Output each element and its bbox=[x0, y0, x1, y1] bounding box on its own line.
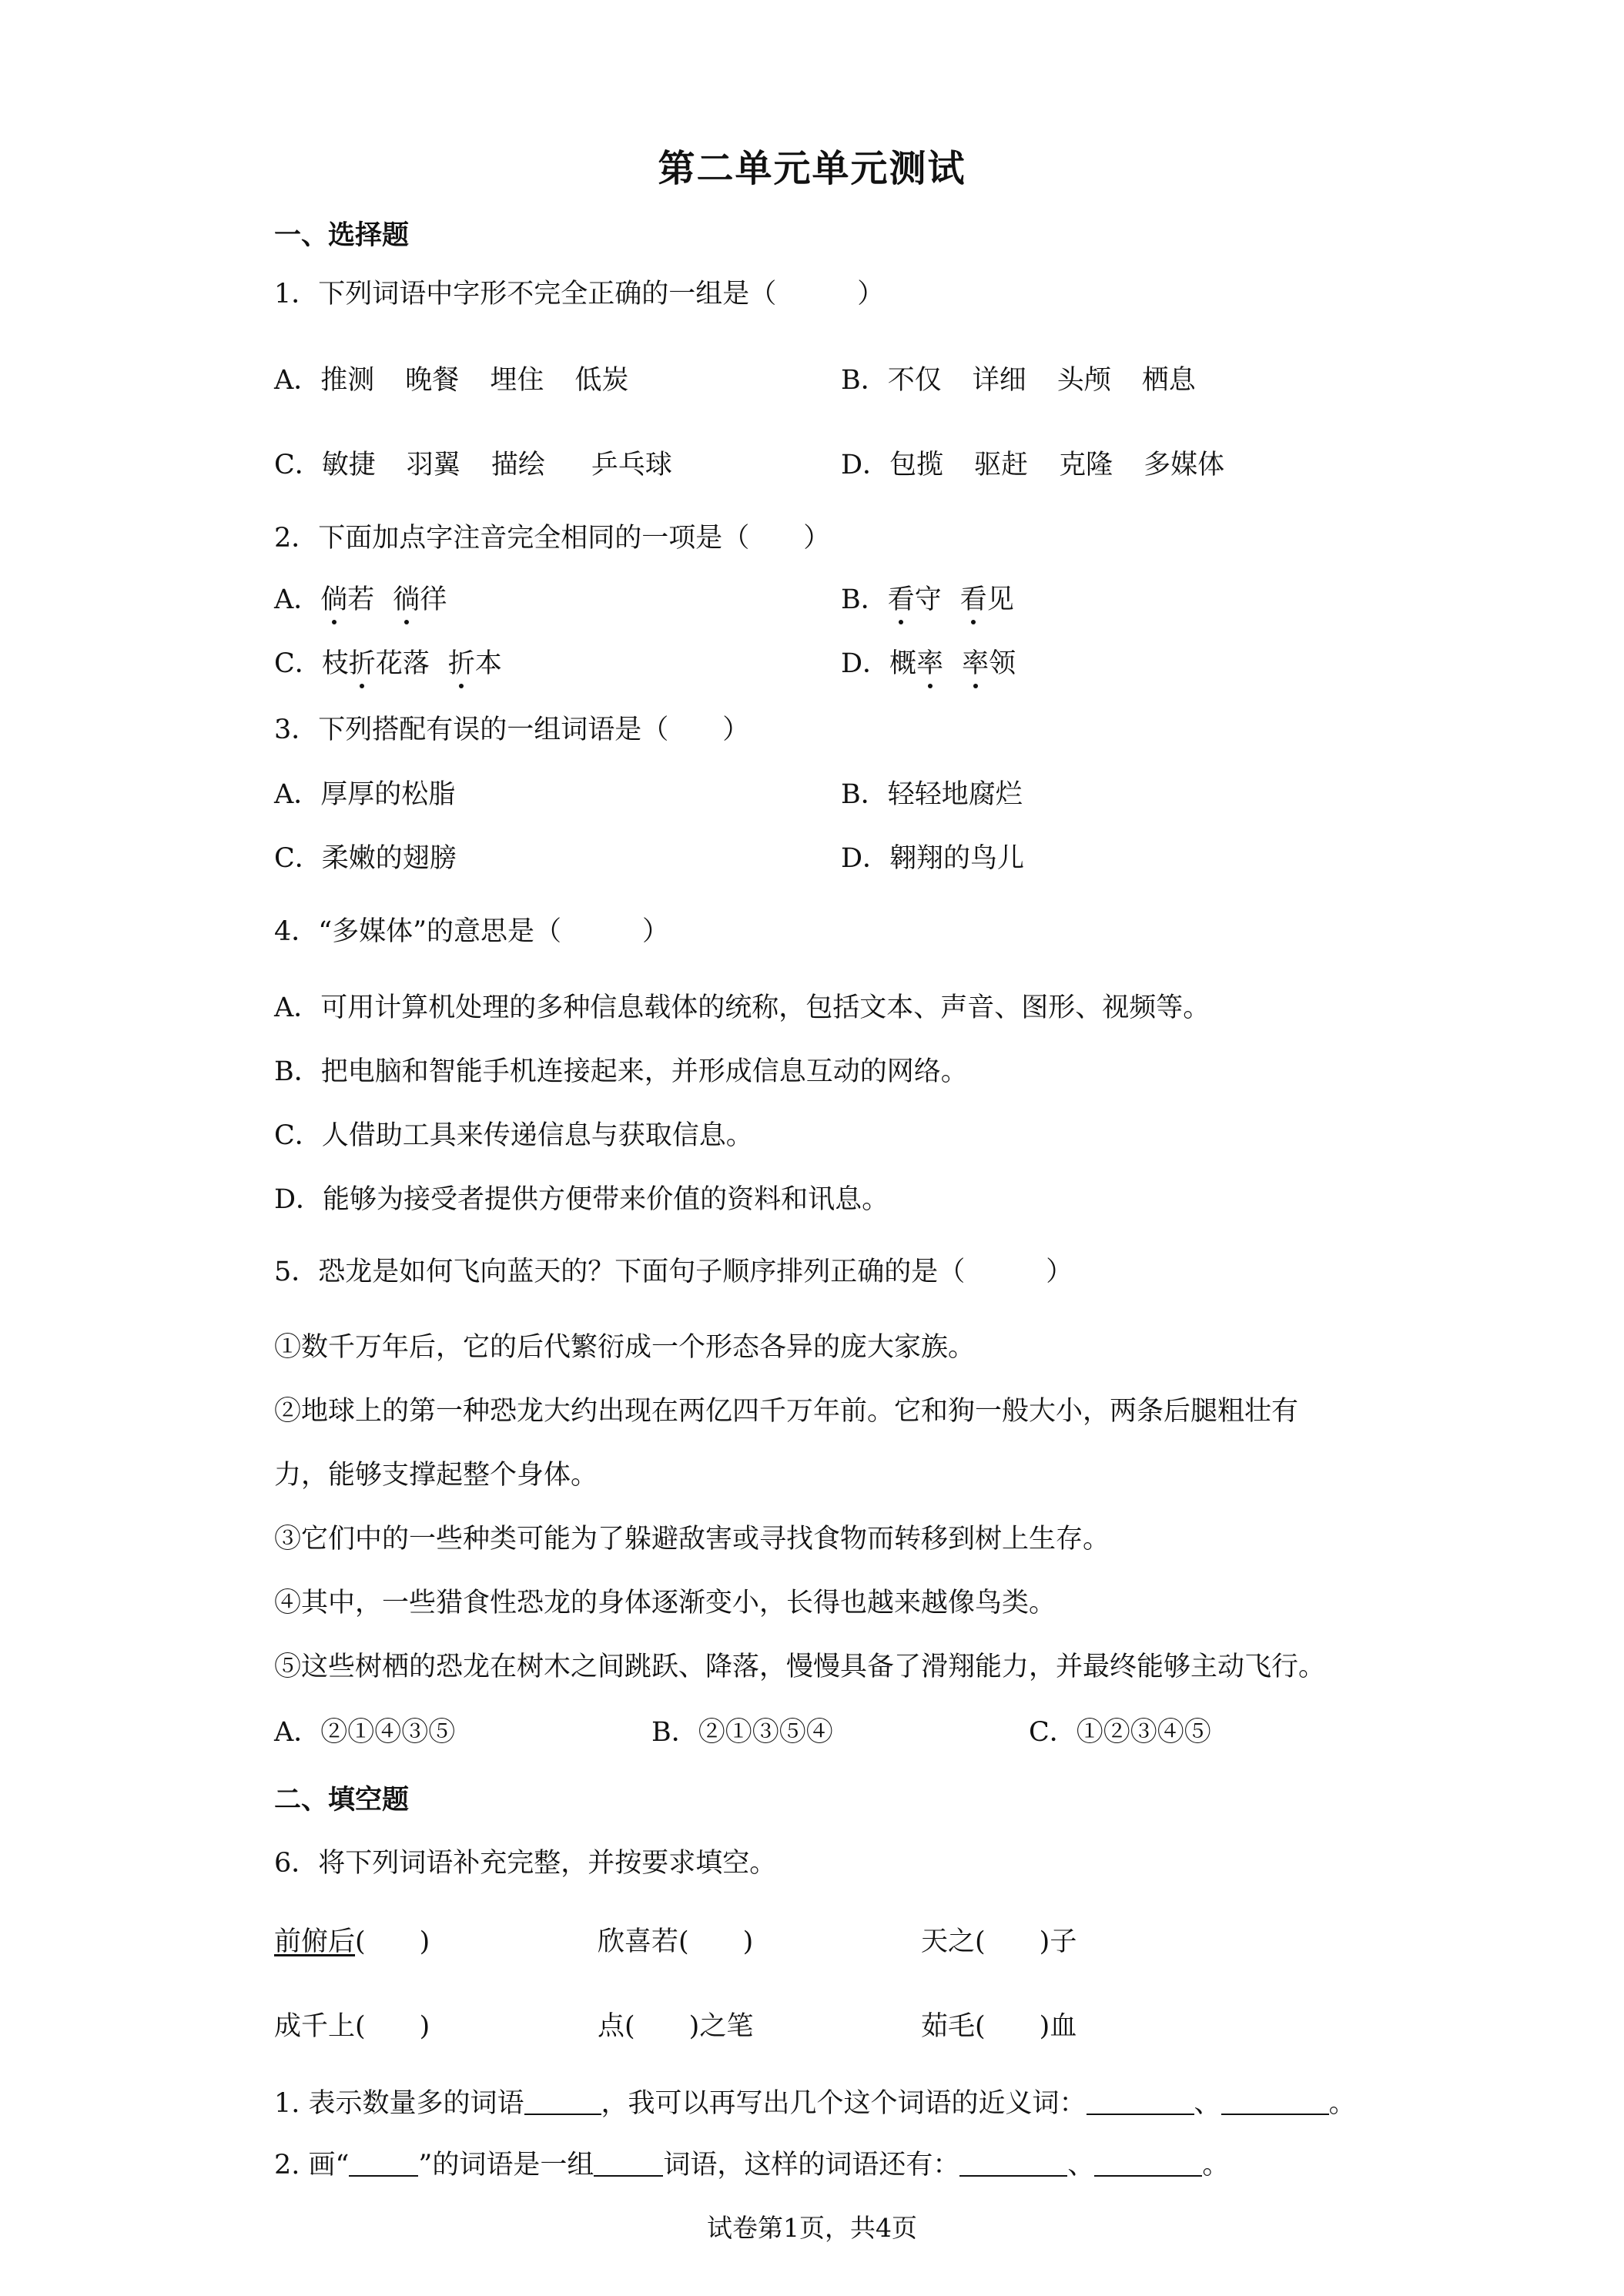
question-5-option-a: A．②①④③⑤ bbox=[274, 1717, 456, 1748]
question-5-stem: 5．恐龙是如何飞向蓝天的？下面句子顺序排列正确的是（ ） bbox=[274, 1257, 1073, 1287]
question-5-option-b: B．②①③⑤④ bbox=[651, 1717, 833, 1748]
answer-blank[interactable] bbox=[1221, 2090, 1329, 2115]
question-2-option-b: B．看守 看见 bbox=[841, 584, 1014, 615]
question-1-stem: 1．下列词语中字形不完全正确的一组是（ ） bbox=[274, 279, 885, 310]
question-1-option-b: B．不仅 详细 头颅 栖息 bbox=[841, 365, 1196, 396]
idiom-6: 茹毛( )血 bbox=[921, 2011, 1077, 2042]
section-heading-choice: 一、选择题 bbox=[274, 220, 410, 251]
idiom-1: 前俯后( ) bbox=[274, 1926, 430, 1957]
question-3-stem: 3．下列搭配有误的一组词语是（ ） bbox=[274, 715, 750, 745]
question-1-option-a: A．推测 晚餐 埋住 低炭 bbox=[274, 365, 629, 396]
question-4-option-c: C．人借助工具来传递信息与获取信息。 bbox=[274, 1120, 753, 1151]
question-3-option-a: A．厚厚的松脂 bbox=[274, 779, 456, 810]
question-3-option-b: B．轻轻地腐烂 bbox=[841, 779, 1023, 810]
answer-blank[interactable] bbox=[594, 2152, 663, 2177]
question-4-option-d: D．能够为接受者提供方便带来价值的资料和讯息。 bbox=[274, 1184, 889, 1215]
question-2-option-d: D．概率 率领 bbox=[841, 648, 1016, 679]
answer-blank[interactable] bbox=[1094, 2152, 1202, 2177]
question-4-option-a: A．可用计算机处理的多种信息载体的统称，包括文本、声音、图形、视频等。 bbox=[274, 992, 1210, 1023]
question-2-option-a: A．倘若 徜徉 bbox=[274, 584, 447, 615]
section-heading-fill: 二、填空题 bbox=[274, 1785, 410, 1816]
idiom-5: 点( )之笔 bbox=[598, 2011, 754, 2042]
question-5-sentence-4: ④其中，一些猎食性恐龙的身体逐渐变小，长得也越来越像鸟类。 bbox=[274, 1588, 1056, 1618]
question-2-stem: 2．下面加点字注音完全相同的一项是（ ） bbox=[274, 523, 831, 554]
page-title: 第二单元单元测试 bbox=[658, 147, 966, 190]
answer-blank[interactable] bbox=[959, 2152, 1067, 2177]
question-4-option-b: B．把电脑和智能手机连接起来，并形成信息互动的网络。 bbox=[274, 1056, 968, 1087]
question-5-sentence-5: ⑤这些树栖的恐龙在树木之间跳跃、降落，慢慢具备了滑翔能力，并最终能够主动飞行。 bbox=[274, 1652, 1326, 1682]
page-footer: 试卷第1页，共4页 bbox=[707, 2213, 917, 2243]
question-6-sub-2: 2. 画“ ”的词语是一组 词语，这样的词语还有： 、 。 bbox=[274, 2150, 1230, 2181]
idiom-3: 天之( )子 bbox=[921, 1926, 1077, 1957]
question-5-sentence-1: ①数千万年后，它的后代繁衍成一个形态各异的庞大家族。 bbox=[274, 1332, 976, 1363]
answer-blank[interactable] bbox=[524, 2090, 601, 2115]
question-5-sentence-2-cont: 力，能够支撑起整个身体。 bbox=[274, 1460, 598, 1491]
question-1-option-c: C．敏捷 羽翼 描绘 乒乓球 bbox=[274, 450, 672, 480]
question-2-option-c: C．枝折花落 折本 bbox=[274, 648, 502, 679]
question-3-option-d: D．翱翔的鸟儿 bbox=[841, 843, 1025, 874]
question-3-option-c: C．柔嫩的翅膀 bbox=[274, 843, 457, 874]
answer-blank[interactable] bbox=[349, 2152, 418, 2177]
question-6-stem: 6．将下列词语补充完整，并按要求填空。 bbox=[274, 1848, 777, 1879]
question-5-sentence-3: ③它们中的一些种类可能为了躲避敌害或寻找食物而转移到树上生存。 bbox=[274, 1524, 1110, 1555]
idiom-4: 成千上( ) bbox=[274, 2011, 430, 2042]
question-4-stem: 4．“多媒体”的意思是（ ） bbox=[274, 916, 670, 947]
idiom-2: 欣喜若( ) bbox=[598, 1926, 754, 1957]
question-6-sub-1: 1. 表示数量多的词语 ，我可以再写出几个这个词语的近义词： 、 。 bbox=[274, 2088, 1356, 2119]
question-1-option-d: D．包揽 驱赶 克隆 多媒体 bbox=[841, 450, 1225, 480]
answer-blank[interactable] bbox=[1087, 2090, 1194, 2115]
question-5-sentence-2: ②地球上的第一种恐龙大约出现在两亿四千万年前。它和狗一般大小，两条后腿粗壮有 bbox=[274, 1396, 1299, 1427]
question-5-option-c: C．①②③④⑤ bbox=[1029, 1717, 1211, 1748]
